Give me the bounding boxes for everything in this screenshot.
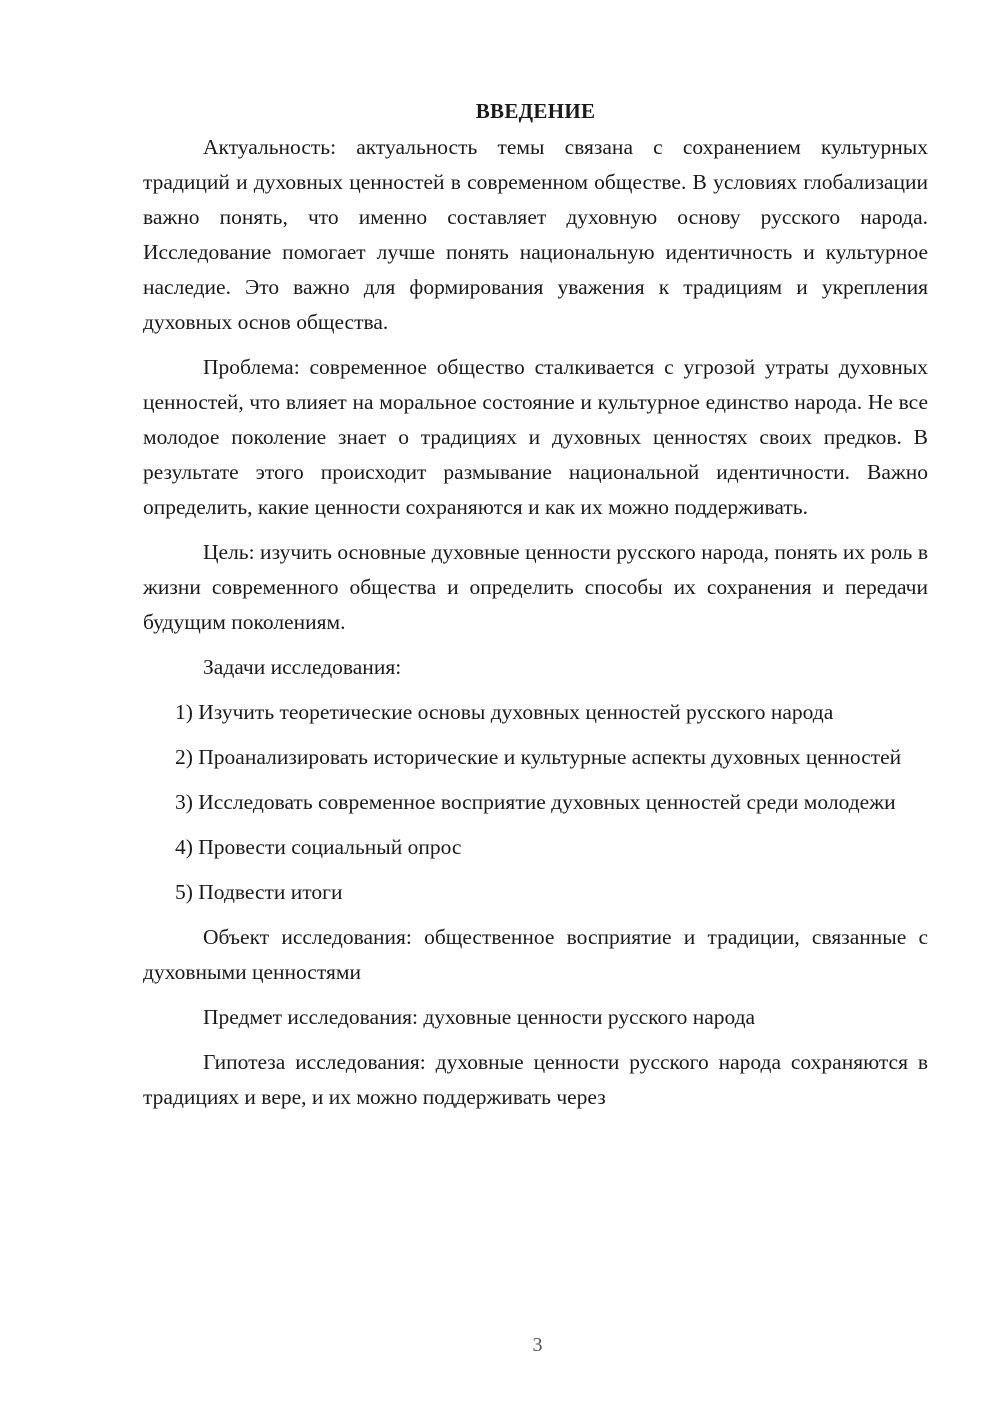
paragraph-relevance: Актуальность: актуальность темы связана с сохранением культурных традиций и духовных ценностей в современном обществе. В условиях глобализации важно понять, что именно составляет духовную основу русского народа. Исследование помогает лучше понять национальную идентичность и культурное наследие. Это важно для формирования уважения к традициям и укрепления духовных основ общества. — [143, 135, 928, 334]
section-heading: ВВЕДЕНИЕ — [475, 99, 596, 123]
paragraph-hypothesis: Гипотеза исследования: духовные ценности русского народа сохраняются в традициях и вере, и их можно поддерживать через — [143, 1050, 928, 1109]
task-item-2: 2) Проанализировать исторические и культурные аспекты духовных ценностей — [175, 745, 902, 769]
paragraph-goal: Цель: изучить основные духовные ценности русского народа, понять их роль в жизни современного общества и определить способы их сохранения и передачи будущим поколениям. — [143, 540, 928, 634]
tasks-title: Задачи исследования: — [203, 655, 402, 679]
paragraph-subject: Предмет исследования: духовные ценности русского народа — [203, 1005, 756, 1029]
paragraph-problem: Проблема: современное общество сталкивается с угрозой утраты духовных ценностей, что влияет на моральное состояние и культурное единство народа. Не все молодое поколение знает о традициях и духовных ценностях своих предков. В результате этого происходит размывание национальной идентичности. Важно определить, какие ценности сохраняются и как их можно поддерживать. — [143, 355, 928, 519]
page-number: 3 — [532, 1334, 543, 1356]
page-content — [143, 96, 928, 1125]
paragraph-object: Объект исследования: общественное восприятие и традиции, связанные с духовными ценностями — [143, 925, 928, 984]
task-item-3: 3) Исследовать современное восприятие духовных ценностей среди молодежи — [175, 790, 896, 814]
task-item-5: 5) Подвести итоги — [175, 880, 343, 904]
task-item-4: 4) Провести социальный опрос — [175, 835, 462, 859]
task-item-1: 1) Изучить теоретические основы духовных ценностей русского народа — [175, 700, 834, 724]
